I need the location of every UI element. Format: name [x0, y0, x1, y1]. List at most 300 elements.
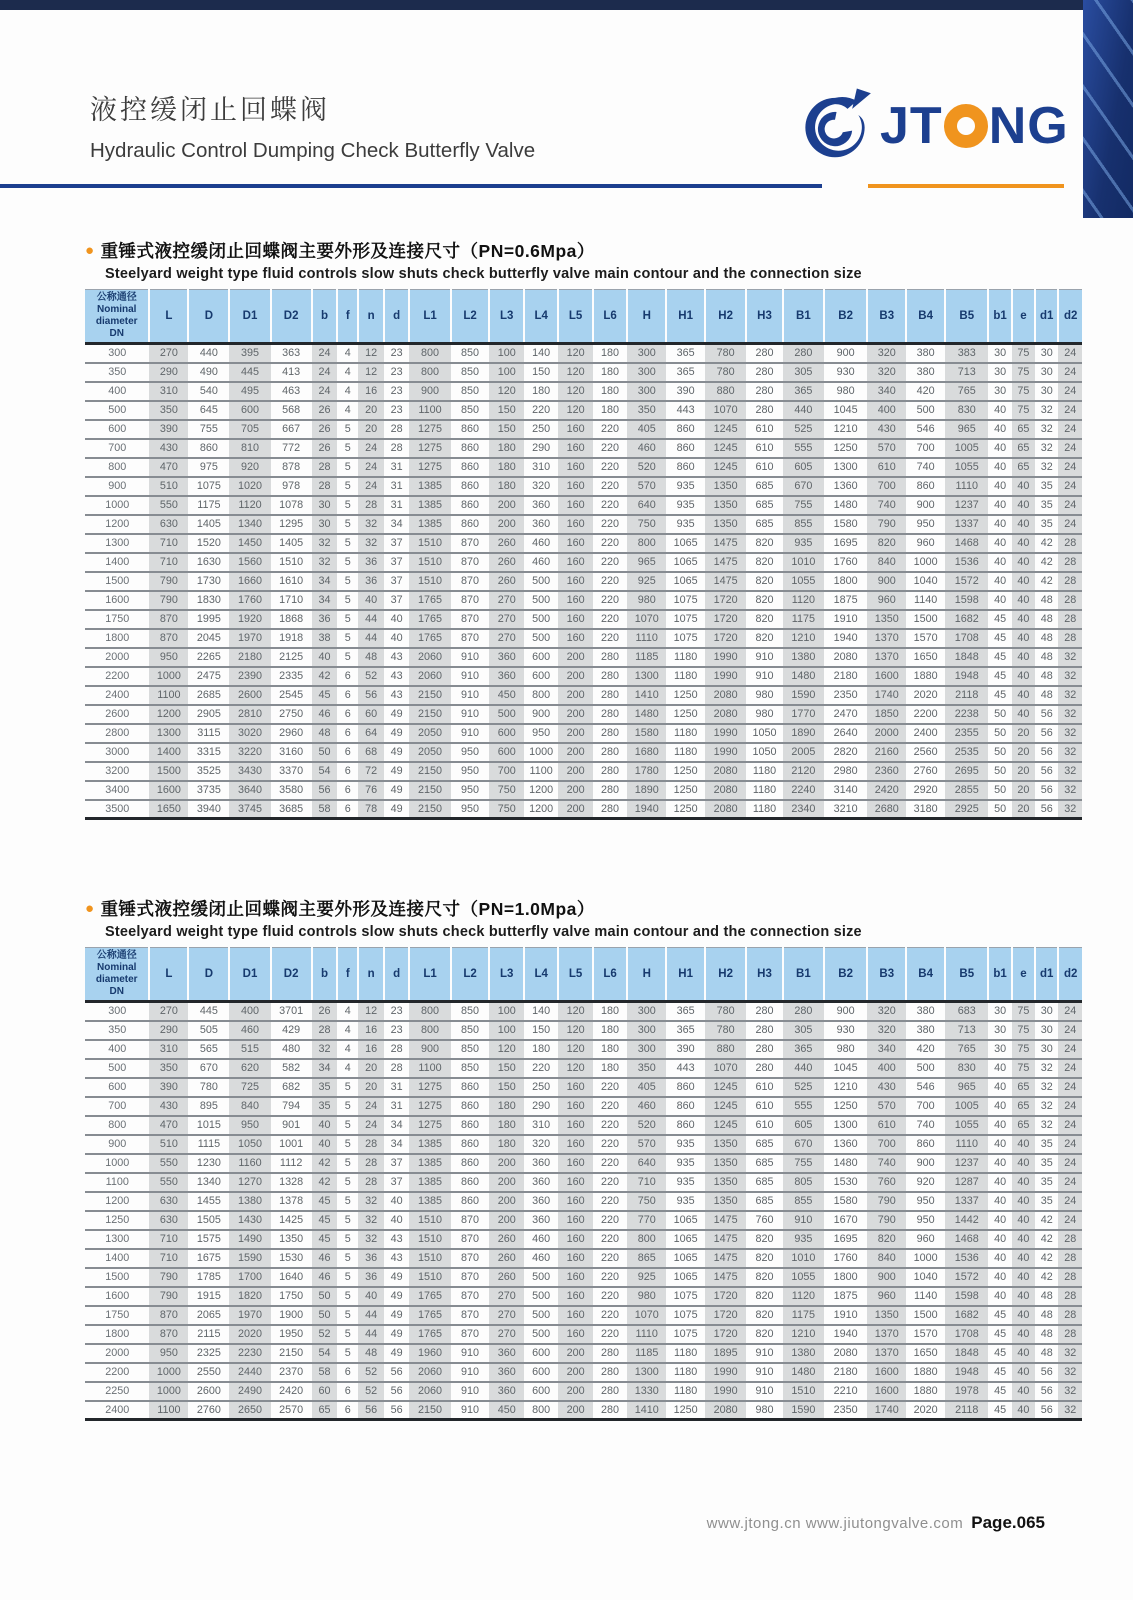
cell-dn: 1400: [85, 553, 149, 572]
cell-b2: 2470: [824, 705, 867, 724]
cell-l: 430: [149, 439, 188, 458]
cell-d2: 1078: [271, 496, 312, 515]
cell-d: 440: [188, 344, 229, 363]
cell-l5: 200: [558, 667, 592, 686]
cell-l3: 200: [489, 515, 523, 534]
cell-d1: 48: [1035, 610, 1058, 629]
page-title-zh: 液控缓闭止回蝶阀: [90, 95, 330, 125]
cell-b: 28: [312, 458, 338, 477]
cell-d2: 24: [1058, 515, 1082, 534]
cell-b4: 2760: [906, 762, 945, 781]
cell-h2: 780: [705, 1002, 746, 1021]
cell-h2: 2080: [705, 762, 746, 781]
cell-dn: 700: [85, 1097, 149, 1116]
cell-h3: 820: [746, 1230, 783, 1249]
cell-d2: 1328: [271, 1173, 312, 1192]
table-row: [85, 1211, 1082, 1230]
cell-b1: 280: [783, 344, 824, 363]
cell-f: 5: [337, 610, 358, 629]
cell-e: 40: [1012, 610, 1035, 629]
cell-h3: 1180: [752, 802, 777, 815]
cell-l6: 220: [593, 496, 627, 515]
cell-l: 1000: [149, 1363, 188, 1382]
cell-h: 1070: [627, 1306, 666, 1325]
cell-f: 4: [337, 1002, 358, 1021]
cell-h1: 935: [666, 1154, 705, 1173]
cell-l4: 900: [524, 705, 558, 724]
cell-d: 49: [384, 724, 410, 743]
cell-d: 1175: [188, 496, 229, 515]
cell-n: 52: [358, 667, 384, 686]
cell-d1: 48: [1035, 629, 1058, 648]
cell-l4: 460: [524, 1249, 558, 1268]
column-header-l1: L1: [409, 290, 450, 344]
cell-d2: 1950: [271, 1325, 312, 1344]
cell-d2: 1750: [271, 1287, 312, 1306]
cell-b1: 910: [783, 1211, 824, 1230]
cell-b: 40: [312, 1135, 338, 1154]
cell-d2: 582: [271, 1059, 312, 1078]
cell-h1: 1065: [666, 1268, 705, 1287]
bullet-icon: ●: [85, 242, 95, 259]
cell-d2: 2370: [271, 1363, 312, 1382]
cell-d2: 32: [1058, 800, 1082, 819]
cell-l5: 160: [558, 610, 592, 629]
cell-l4: 500: [524, 1325, 558, 1344]
cell-l6: 280: [593, 762, 627, 781]
cell-b5: 1948: [945, 1363, 988, 1382]
cell-e: 20: [1012, 781, 1035, 800]
cell-h: 300: [627, 1040, 666, 1059]
cell-n: 64: [358, 724, 384, 743]
cell-d1: 32: [1035, 1116, 1058, 1135]
table-row: [85, 781, 1082, 800]
column-header-b1: B1: [783, 948, 824, 1002]
cell-b1: 50: [988, 705, 1011, 724]
cell-b2: 1045: [824, 1059, 867, 1078]
cell-l3: 120: [489, 1040, 523, 1059]
cell-b: 28: [312, 477, 338, 496]
cell-l2: 860: [451, 1173, 490, 1192]
cell-b2: 1910: [824, 610, 867, 629]
cell-b1: 50: [988, 781, 1011, 800]
column-header-d1: d1: [1035, 290, 1058, 344]
cell-b1: 525: [783, 420, 824, 439]
cell-d2: 667: [271, 420, 312, 439]
cell-b1: 1120: [783, 1287, 824, 1306]
table-row: [85, 363, 1082, 382]
cell-b: 35: [312, 1078, 338, 1097]
cell-d: 1630: [188, 553, 229, 572]
cell-b: 54: [312, 762, 338, 781]
cell-l2: 860: [451, 515, 490, 534]
table-row: [85, 1192, 1082, 1211]
cell-l: 270: [149, 344, 188, 363]
column-header-h2: H2: [705, 948, 746, 1002]
cell-b1: 280: [783, 1002, 824, 1021]
cell-d1: 3640: [229, 781, 270, 800]
cell-l1: 1510: [409, 1249, 450, 1268]
cell-b1: 1770: [783, 705, 824, 724]
cell-l6: 280: [593, 705, 627, 724]
cell-h3: 820: [746, 1325, 783, 1344]
logo-letters-ng: NG: [988, 97, 1069, 155]
cell-b3: 1350: [867, 1306, 906, 1325]
cell-d2: 2545: [271, 686, 312, 705]
cell-b1: 40: [988, 1097, 1011, 1116]
column-header-d1: D1: [229, 290, 270, 344]
cell-h: 640: [627, 1154, 666, 1173]
cell-l: 710: [149, 534, 188, 553]
cell-f: 5: [337, 1230, 358, 1249]
cell-b: 34: [312, 591, 338, 610]
cell-l: 870: [149, 1306, 188, 1325]
cell-b1: 555: [783, 1097, 824, 1116]
cell-b1: 40: [988, 1192, 1011, 1211]
cell-d1: 48: [1035, 1306, 1058, 1325]
cell-l3: 200: [489, 1211, 523, 1230]
cell-b3: 840: [867, 1249, 906, 1268]
cell-b3: 320: [867, 1002, 906, 1021]
cell-l5: 160: [558, 477, 592, 496]
cell-dn: 1500: [85, 572, 149, 591]
cell-l4: 500: [524, 610, 558, 629]
cell-h: 520: [627, 458, 666, 477]
cell-e: 40: [1012, 1363, 1035, 1382]
cell-b3: 430: [867, 420, 906, 439]
cell-l5: 200: [558, 1401, 592, 1420]
cell-d2: 24: [1058, 1059, 1082, 1078]
cell-b4: 950: [906, 515, 945, 534]
cell-b2: 2640: [824, 724, 867, 743]
cell-h1: 860: [666, 420, 705, 439]
section-subtitle-en: Steelyard weight type fluid controls slow shuts check butterfly valve main contour and the connection size: [105, 266, 862, 282]
cell-l3: 200: [489, 1192, 523, 1211]
cell-b1: 440: [783, 1059, 824, 1078]
cell-d: 2115: [188, 1325, 229, 1344]
cell-n: 16: [358, 1021, 384, 1040]
cell-b3: 2360: [867, 762, 906, 781]
cell-h3: 280: [746, 1021, 783, 1040]
cell-b3: 1740: [867, 686, 906, 705]
cell-d1: 395: [229, 344, 270, 363]
cell-l2: 850: [451, 1059, 490, 1078]
cell-f: 5: [337, 534, 358, 553]
cell-e: 40: [1012, 496, 1035, 515]
cell-l2: 850: [451, 344, 490, 363]
cell-d1: 56: [1035, 724, 1058, 743]
cell-l3: 270: [489, 591, 523, 610]
cell-l3: 600: [489, 743, 523, 762]
cell-l: 510: [149, 477, 188, 496]
cell-d: 34: [384, 515, 410, 534]
cell-l6: 220: [593, 1268, 627, 1287]
cell-l4: 140: [524, 1002, 558, 1021]
table-row: [85, 382, 1082, 401]
divider-navy-segment: [0, 184, 822, 188]
cell-f: 6: [337, 1363, 358, 1382]
cell-b3: 400: [867, 401, 906, 420]
cell-b2: 2180: [824, 1363, 867, 1382]
cell-b3: 400: [867, 1059, 906, 1078]
cell-d: 40: [384, 1192, 410, 1211]
cell-h2: 1990: [705, 1363, 746, 1382]
cell-b1: 45: [988, 1306, 1011, 1325]
cell-l4: 800: [524, 686, 558, 705]
cell-d2: 28: [1058, 629, 1082, 648]
cell-b2: 1875: [824, 591, 867, 610]
cell-l1: 800: [409, 1021, 450, 1040]
cell-l5: 200: [558, 724, 592, 743]
cell-h: 800: [627, 534, 666, 553]
cell-n: 20: [358, 1059, 384, 1078]
cell-dn: 2000: [85, 648, 149, 667]
cell-h3: 280: [746, 1040, 783, 1059]
cell-h3: 685: [746, 1154, 783, 1173]
cell-b2: 1580: [824, 1192, 867, 1211]
cell-n: 44: [358, 1306, 384, 1325]
cell-b: 40: [312, 1116, 338, 1135]
cell-l2: 870: [451, 1325, 490, 1344]
cell-d1: 32: [1035, 420, 1058, 439]
cell-dn: 1250: [85, 1211, 149, 1230]
cell-d1: 48: [1035, 1287, 1058, 1306]
cell-e: 40: [1012, 686, 1035, 705]
cell-l3: 100: [489, 1021, 523, 1040]
cell-dn: 400: [85, 1040, 149, 1059]
cell-d2: 1378: [271, 1192, 312, 1211]
cell-l5: 160: [558, 1173, 592, 1192]
cell-l5: 200: [558, 800, 592, 819]
cell-h: 570: [627, 477, 666, 496]
cell-d: 3315: [188, 743, 229, 762]
cell-n: 32: [358, 1211, 384, 1230]
cell-l1: 1510: [409, 534, 450, 553]
cell-b5: 1598: [945, 591, 988, 610]
cell-d2: 24: [1058, 363, 1082, 382]
cell-l3: 120: [489, 382, 523, 401]
cell-h: 460: [627, 439, 666, 458]
cell-d2: 32: [1058, 1363, 1082, 1382]
table-row: [85, 1344, 1082, 1363]
cell-b1: 40: [988, 420, 1011, 439]
cell-e: 40: [1012, 1192, 1035, 1211]
cell-l2: 860: [451, 496, 490, 515]
cell-b1: 1590: [783, 686, 824, 705]
column-header-h: H: [627, 290, 666, 344]
table-row: [85, 439, 1082, 458]
cell-n: 24: [358, 477, 384, 496]
cell-l3: 600: [489, 724, 523, 743]
table-row: [85, 1097, 1082, 1116]
cell-d: 1455: [188, 1192, 229, 1211]
column-header-b4: B4: [906, 948, 945, 1002]
cell-d: 1730: [188, 572, 229, 591]
cell-b: 50: [312, 743, 338, 762]
cell-b2: 930: [824, 363, 867, 382]
cell-l4: 600: [524, 648, 558, 667]
cell-b4: 380: [906, 363, 945, 382]
cell-l: 290: [149, 1021, 188, 1040]
cell-l3: 270: [489, 629, 523, 648]
cell-l5: 120: [558, 1040, 592, 1059]
cell-d2: 772: [271, 439, 312, 458]
cell-l: 1000: [149, 667, 188, 686]
cell-b: 48: [312, 724, 338, 743]
cell-h: 710: [627, 1173, 666, 1192]
cell-l1: 2060: [409, 1382, 450, 1401]
cell-n: 32: [358, 1192, 384, 1211]
page-header: [90, 88, 535, 163]
cell-e: 20: [1012, 724, 1035, 743]
cell-l6: 220: [593, 1230, 627, 1249]
cell-f: 5: [337, 1135, 358, 1154]
table-row: [85, 1040, 1082, 1059]
cell-dn: 3200: [85, 762, 149, 781]
cell-l3: 260: [489, 553, 523, 572]
cell-b5: 965: [945, 1078, 988, 1097]
cell-d: 895: [188, 1097, 229, 1116]
cell-h2: 1720: [705, 1306, 746, 1325]
cell-l5: 160: [558, 1135, 592, 1154]
cell-l3: 270: [489, 1306, 523, 1325]
cell-l: 1650: [149, 800, 188, 819]
cell-b1: 45: [988, 667, 1011, 686]
cell-b1: 40: [988, 1287, 1011, 1306]
cell-b1: 1480: [783, 667, 824, 686]
cell-d2: 24: [1058, 1040, 1082, 1059]
cell-f: 5: [337, 420, 358, 439]
cell-d1: 35: [1035, 496, 1058, 515]
cell-h: 750: [627, 515, 666, 534]
cell-l4: 1200: [524, 781, 558, 800]
cell-d1: 515: [229, 1040, 270, 1059]
cell-b5: 1055: [945, 458, 988, 477]
cell-b3: 1370: [867, 1344, 906, 1363]
cell-d: 2760: [196, 1403, 221, 1416]
cell-e: 40: [1012, 1344, 1035, 1363]
cell-d: 43: [384, 686, 410, 705]
cell-b2: 1045: [824, 401, 867, 420]
cell-l2: 950: [451, 743, 490, 762]
cell-f: 6: [337, 781, 358, 800]
cell-h3: 820: [746, 1287, 783, 1306]
column-header-dn: 公称通径 Nominal diameter DN: [85, 948, 149, 1002]
cell-d1: 56: [1035, 1382, 1058, 1401]
cell-d: 505: [188, 1021, 229, 1040]
cell-l3: 260: [489, 1268, 523, 1287]
bullet-icon: ●: [85, 900, 95, 917]
cell-d1: 1660: [229, 572, 270, 591]
cell-l: 290: [149, 363, 188, 382]
cell-b5: 1237: [945, 496, 988, 515]
column-header-l4: L4: [524, 290, 558, 344]
cell-f: 5: [337, 1268, 358, 1287]
cell-b2: 980: [824, 1040, 867, 1059]
cell-l4: 460: [524, 534, 558, 553]
cell-l: 390: [149, 420, 188, 439]
cell-f: 5: [337, 1325, 358, 1344]
cell-b4: 1140: [906, 591, 945, 610]
cell-b: 56: [312, 781, 338, 800]
cell-b3: 960: [867, 1287, 906, 1306]
cell-d: 43: [384, 648, 410, 667]
cell-b: 58: [312, 1363, 338, 1382]
cell-h3: 980: [746, 705, 783, 724]
cell-e: 20: [1012, 800, 1035, 819]
cell-d2: 1001: [271, 1135, 312, 1154]
cell-d1: 620: [229, 1059, 270, 1078]
cell-b4: 1140: [906, 1287, 945, 1306]
cell-h2: 1720: [705, 1325, 746, 1344]
cell-h1: 1075: [666, 1325, 705, 1344]
cell-e: 40: [1012, 1401, 1035, 1420]
cell-h1: 1180: [666, 648, 705, 667]
cell-d2: 568: [271, 401, 312, 420]
column-header-l: L: [149, 948, 188, 1002]
cell-l: 350: [149, 1059, 188, 1078]
cell-n: 16: [358, 382, 384, 401]
cell-b4: 950: [906, 1211, 945, 1230]
cell-l3: 260: [489, 1230, 523, 1249]
cell-d2: 28: [1058, 610, 1082, 629]
cell-d2: 24: [1058, 496, 1082, 515]
cell-l4: 1200: [529, 802, 554, 815]
cell-d2: 24: [1058, 401, 1082, 420]
cell-d1: 1700: [229, 1268, 270, 1287]
cell-d2: 463: [271, 382, 312, 401]
cell-b5: 1442: [945, 1211, 988, 1230]
cell-b5: 1682: [945, 610, 988, 629]
cell-b: 34: [312, 572, 338, 591]
section-title-zh: 重锤式液控缓闭止回蝶阀主要外形及连接尺寸（PN=0.6Mpa）: [100, 241, 595, 261]
cell-e: 40: [1012, 572, 1035, 591]
cell-b4: 1500: [906, 610, 945, 629]
cell-l2: 860: [451, 477, 490, 496]
cell-l: 1400: [149, 743, 188, 762]
cell-e: 40: [1012, 1382, 1035, 1401]
cell-b: 24: [312, 344, 338, 363]
cell-l6: 220: [593, 515, 627, 534]
cell-l2: 950: [461, 802, 480, 815]
cell-l2: 850: [451, 1002, 490, 1021]
cell-l2: 910: [451, 667, 490, 686]
divider-orange-segment: [868, 184, 1064, 188]
cell-h2: 1990: [705, 1382, 746, 1401]
cell-l5: 160: [558, 1268, 592, 1287]
column-header-n: n: [358, 948, 384, 1002]
cell-d2: 28: [1058, 1230, 1082, 1249]
table-row: [85, 477, 1082, 496]
cell-b1: 45: [988, 1363, 1011, 1382]
cell-b1: 50: [988, 724, 1011, 743]
column-header-b5: B5: [945, 948, 988, 1002]
cell-h3: 280: [746, 401, 783, 420]
cell-d1: 705: [229, 420, 270, 439]
cell-l: 630: [149, 1192, 188, 1211]
cell-h1: 365: [666, 363, 705, 382]
cell-d1: 840: [229, 1097, 270, 1116]
cell-h2: 1475: [705, 534, 746, 553]
cell-d: 3940: [196, 802, 221, 815]
cell-n: 36: [358, 572, 384, 591]
cell-d: 37: [384, 534, 410, 553]
cell-e: 75: [1012, 1021, 1035, 1040]
cell-h1: 860: [666, 1116, 705, 1135]
cell-f: 6: [337, 762, 358, 781]
column-header-l3: L3: [489, 290, 523, 344]
cell-d1: 32: [1035, 1059, 1058, 1078]
